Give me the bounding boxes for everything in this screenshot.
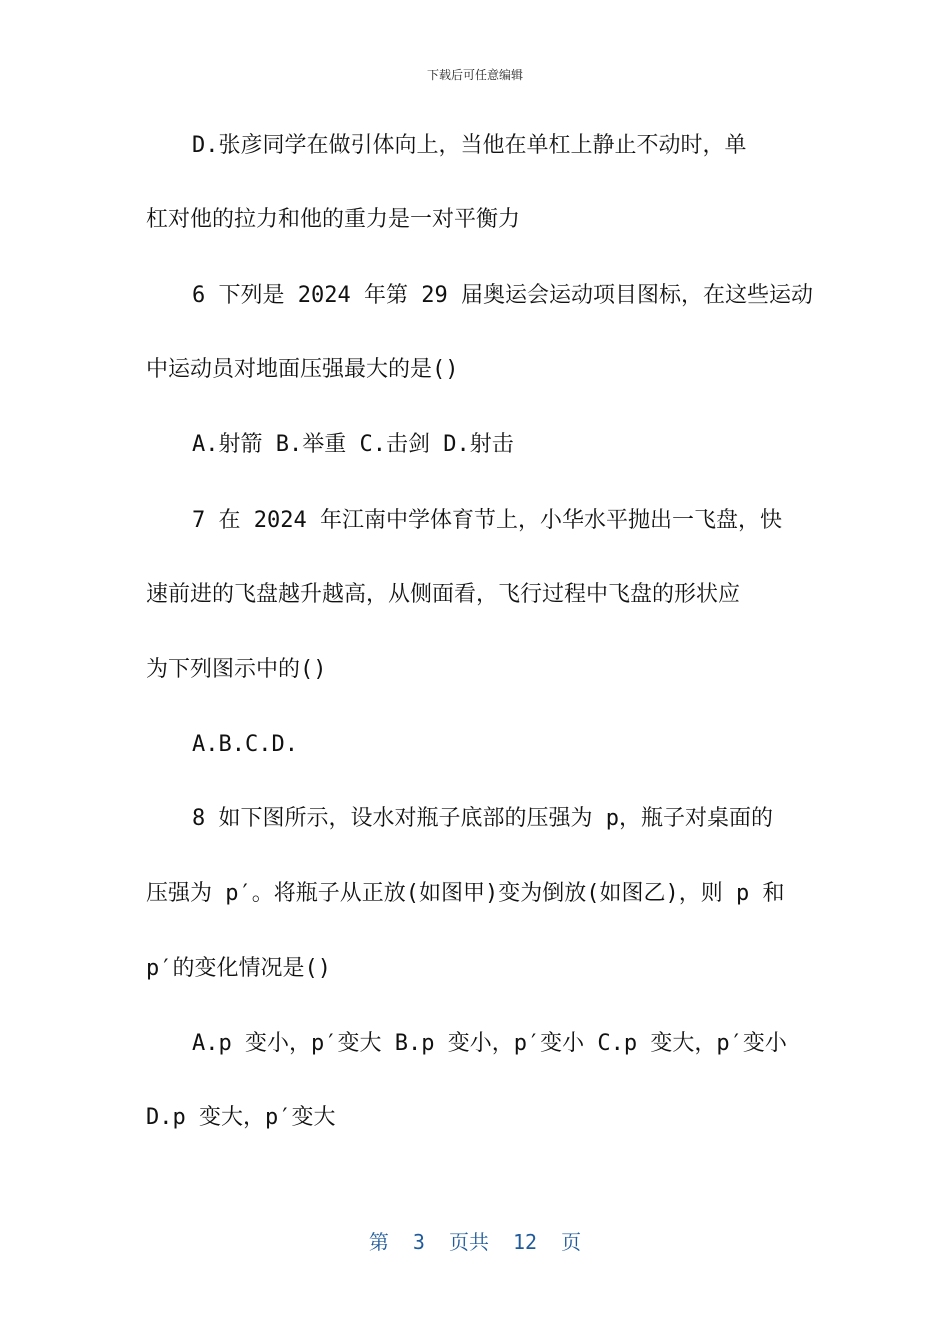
total-pages-number: 12 [512,1230,538,1254]
text-line: D.张彦同学在做引体向上，当他在单杠上静止不动时，单 [192,133,747,158]
text-line: 7 在 2024 年江南中学体育节上，小华水平抛出一飞盘，快 [192,508,782,533]
text-line: D.p 变大，p′变大 [146,1105,336,1130]
text-line: A.p 变小，p′变大 B.p 变小，p′变小 C.p 变大，p′变小 [192,1031,787,1056]
current-page-number: 3 [412,1230,425,1254]
page-label-suffix: 页 [561,1230,582,1254]
page-label-mid: 页共 [448,1230,489,1254]
text-line: 为下列图示中的() [146,657,327,682]
page-header: 下载后可任意编辑 [426,68,523,82]
text-line: 杠对他的拉力和他的重力是一对平衡力 [146,207,521,232]
page-footer [0,1226,950,1255]
page-label-prefix: 第 [368,1230,389,1254]
text-line: 8 如下图所示，设水对瓶子底部的压强为 p，瓶子对桌面的 [192,806,773,831]
text-line: A.B.C.D. [192,732,298,757]
text-line: 中运动员对地面压强最大的是() [146,357,459,382]
text-line: 速前进的飞盘越升越高，从侧面看，飞行过程中飞盘的形状应 [146,582,741,607]
text-line: 压强为 p′。将瓶子从正放(如图甲)变为倒放(如图乙)，则 p 和 [146,881,785,906]
text-line: p′的变化情况是() [146,956,331,981]
text-line: 6 下列是 2024 年第 29 届奥运会运动项目图标，在这些运动 [192,283,813,308]
text-line: A.射箭 B.举重 C.击剑 D.射击 [192,432,514,457]
